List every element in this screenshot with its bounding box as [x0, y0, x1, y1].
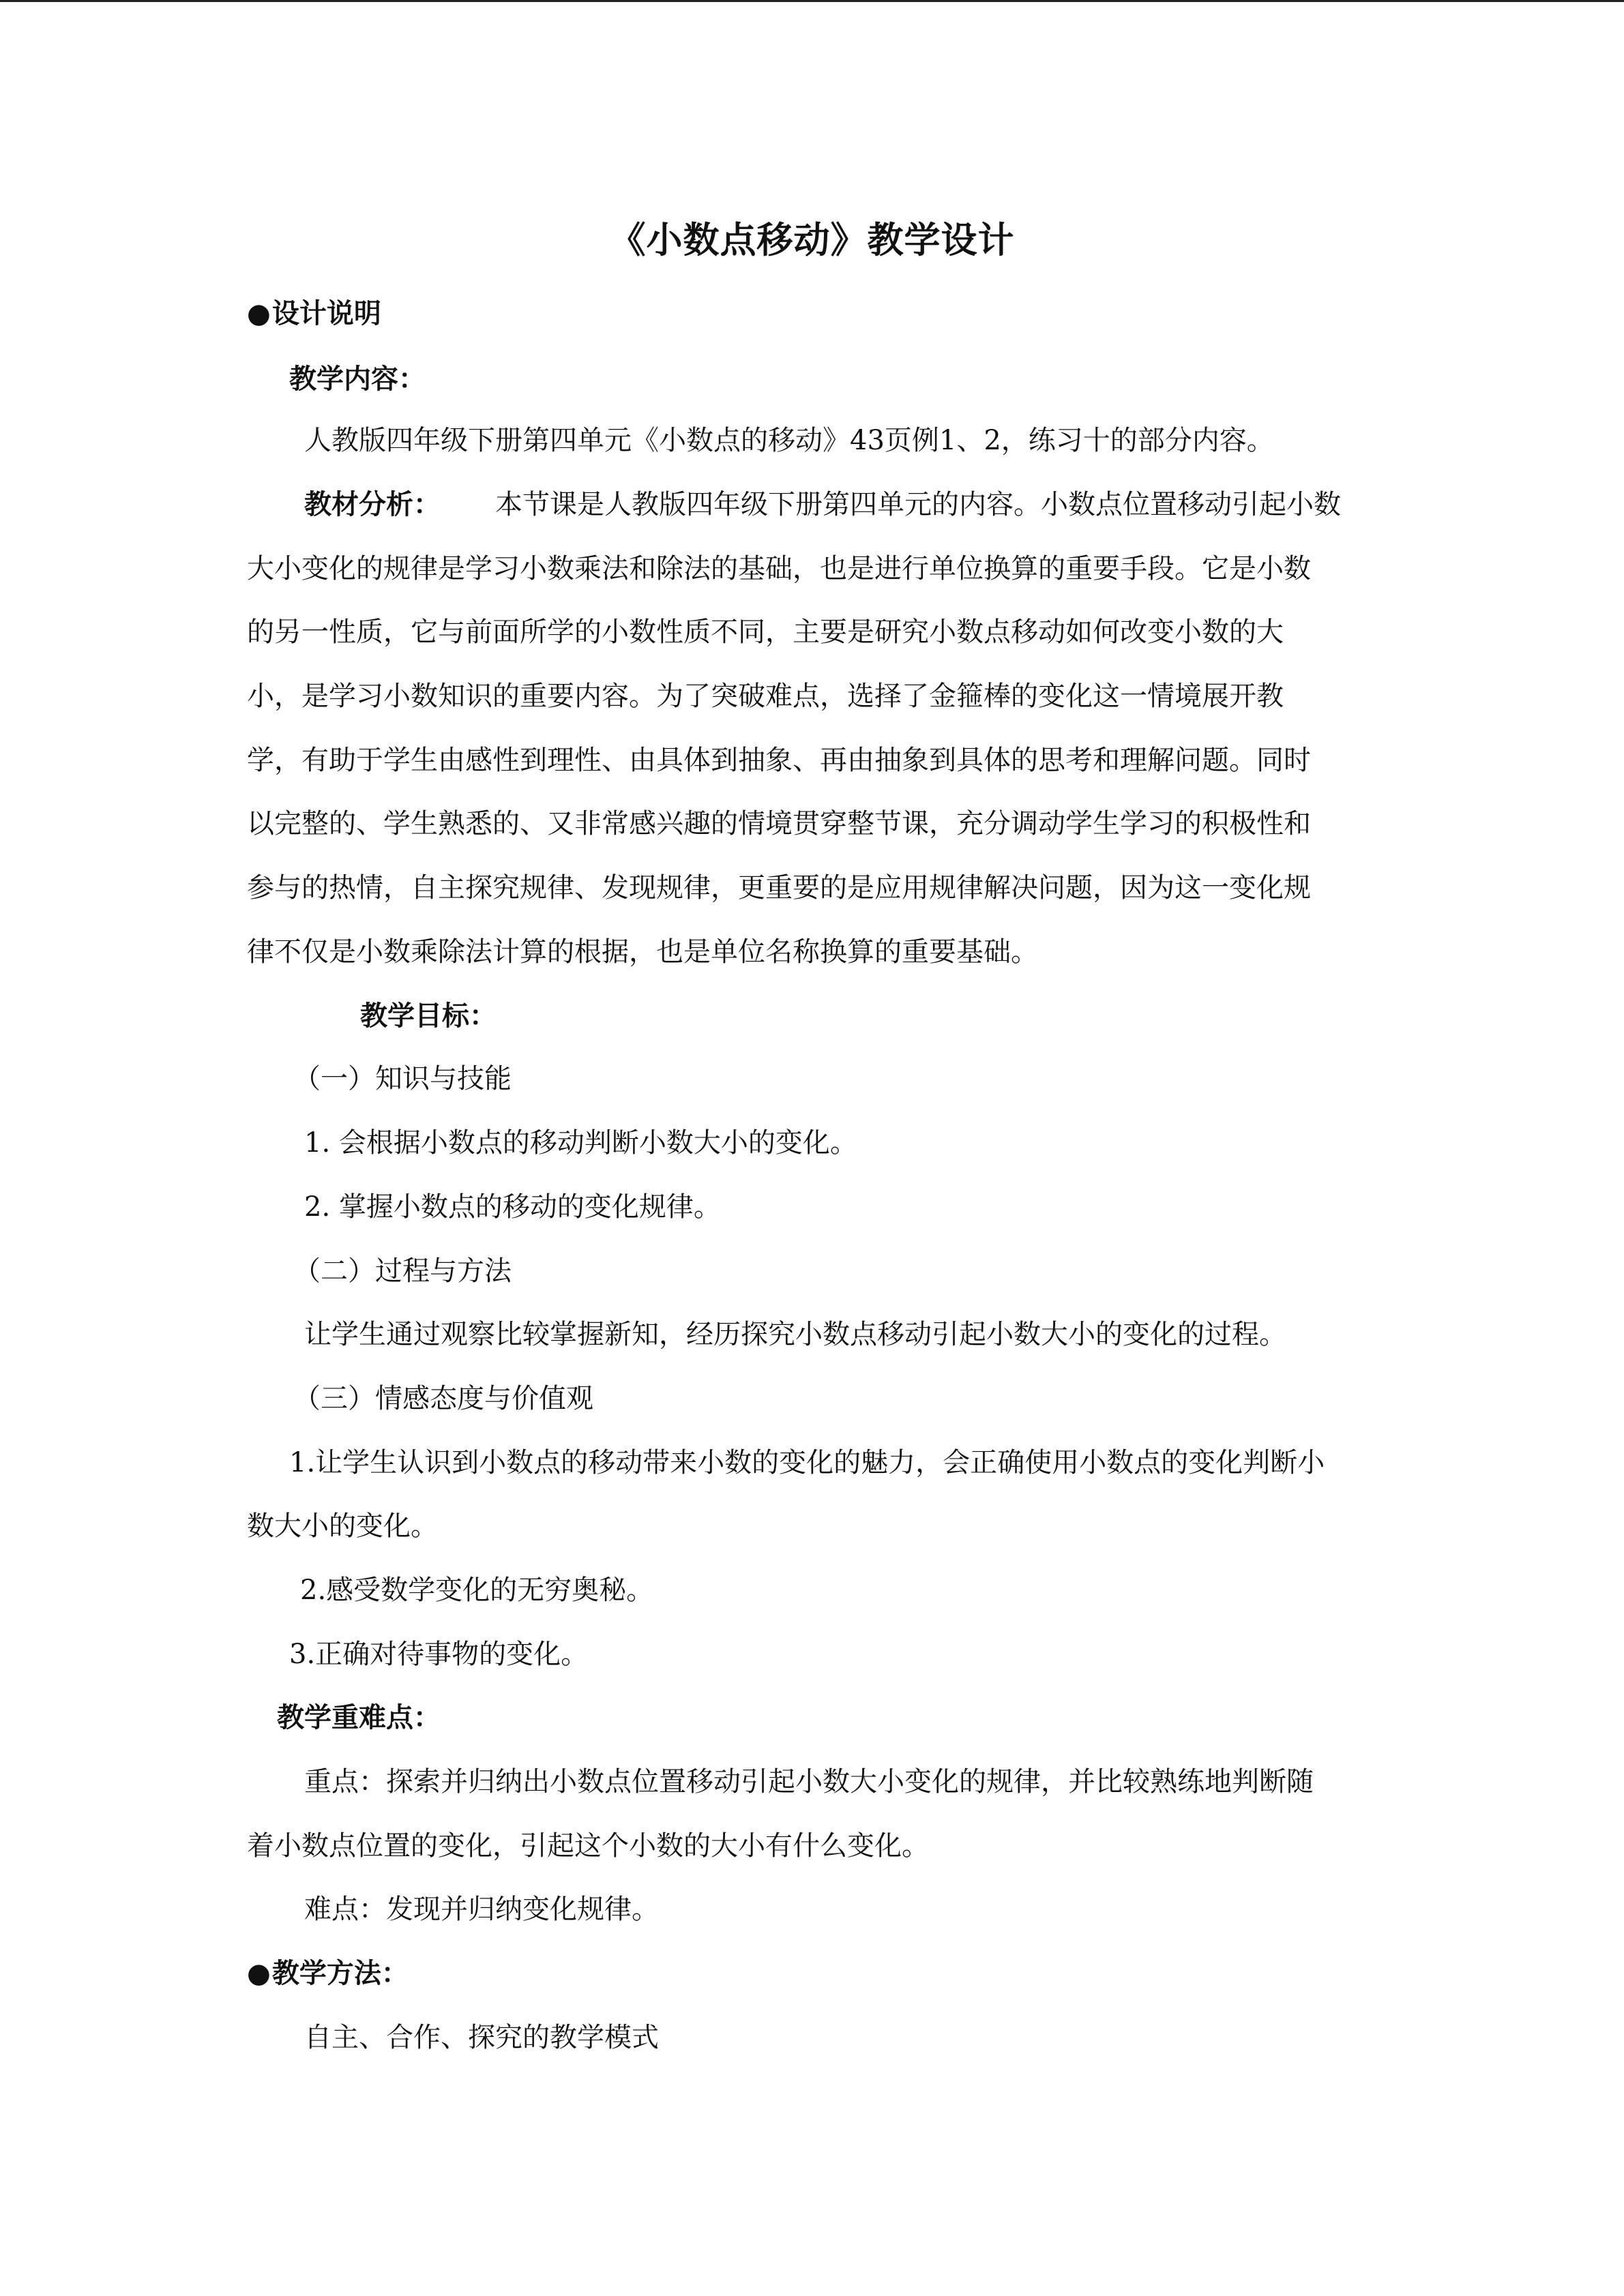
section-design-heading	[247, 296, 381, 331]
process-text: 让学生通过观察比较掌握新知，经历探究小数点移动引起小数大小的变化的过程。	[304, 1319, 1286, 1350]
knowledge-item: 2. 掌握小数点的移动的变化规律。	[304, 1191, 721, 1223]
analysis-line: 参与的热情，自主探究规律、发现规律，更重要的是应用规律解决问题，因为这一变化规	[247, 872, 1311, 904]
methods-heading	[247, 1956, 409, 1991]
goals-heading: 教学目标：	[360, 1000, 497, 1032]
bullet-icon: ●	[247, 1957, 271, 1989]
knowledge-item: 1. 会根据小数点的移动判断小数大小的变化。	[304, 1127, 857, 1159]
emotion-item: 2.感受数学变化的无穷奥秘。	[300, 1575, 654, 1606]
content-heading: 教学内容：	[289, 363, 426, 395]
process-heading: （二）过程与方法	[293, 1255, 512, 1287]
emotion-heading: （三）情感态度与价值观	[293, 1383, 593, 1414]
analysis-line: 以完整的、学生熟悉的、又非常感兴趣的情境贯穿整节课，充分调动学生学习的积极性和	[247, 808, 1311, 839]
key-points-focus-continued: 着小数点位置的变化，引起这个小数的大小有什么变化。	[247, 1830, 929, 1862]
analysis-heading: 教材分析：	[304, 488, 441, 520]
content-text: 人教版四年级下册第四单元《小数点的移动》43页例1、2，练习十的部分内容。	[304, 425, 1274, 456]
analysis-line: 本节课是人教版四年级下册第四单元的内容。小数点位置移动引起小数	[495, 489, 1341, 520]
key-points-focus: 重点：探索并归纳出小数点位置移动引起小数大小变化的规律，并比较熟练地判断随	[304, 1766, 1314, 1798]
analysis-first-line	[304, 487, 1341, 522]
analysis-line: 小，是学习小数知识的重要内容。为了突破难点，选择了金箍棒的变化这一情境展开教	[247, 681, 1284, 712]
key-points-difficulty: 难点：发现并归纳变化规律。	[304, 1894, 659, 1925]
knowledge-heading: （一）知识与技能	[293, 1063, 512, 1094]
document-title: 《小数点移动》教学设计	[609, 219, 1015, 261]
analysis-line: 律不仅是小数乘除法计算的根据，也是单位名称换算的重要基础。	[247, 936, 1038, 968]
analysis-line: 的另一性质，它与前面所学的小数性质不同，主要是研究小数点移动如何改变小数的大	[247, 616, 1284, 648]
emotion-item: 1.让学生认识到小数点的移动带来小数的变化的魅力，会正确使用小数点的变化判断小	[289, 1447, 1325, 1478]
emotion-item: 3.正确对待事物的变化。	[289, 1639, 589, 1670]
emotion-item-continued: 数大小的变化。	[247, 1510, 438, 1542]
methods-label: 教学方法：	[271, 1957, 409, 1989]
bullet-icon: ●	[247, 297, 271, 329]
key-points-heading: 教学重难点：	[277, 1701, 441, 1733]
section-design-label: 设计说明	[271, 297, 381, 329]
analysis-line: 学，有助于学生由感性到理性、由具体到抽象、再由抽象到具体的思考和理解问题。同时	[247, 745, 1311, 776]
analysis-line: 大小变化的规律是学习小数乘法和除法的基础，也是进行单位换算的重要手段。它是小数	[247, 553, 1311, 584]
methods-text: 自主、合作、探究的教学模式	[304, 2022, 659, 2053]
